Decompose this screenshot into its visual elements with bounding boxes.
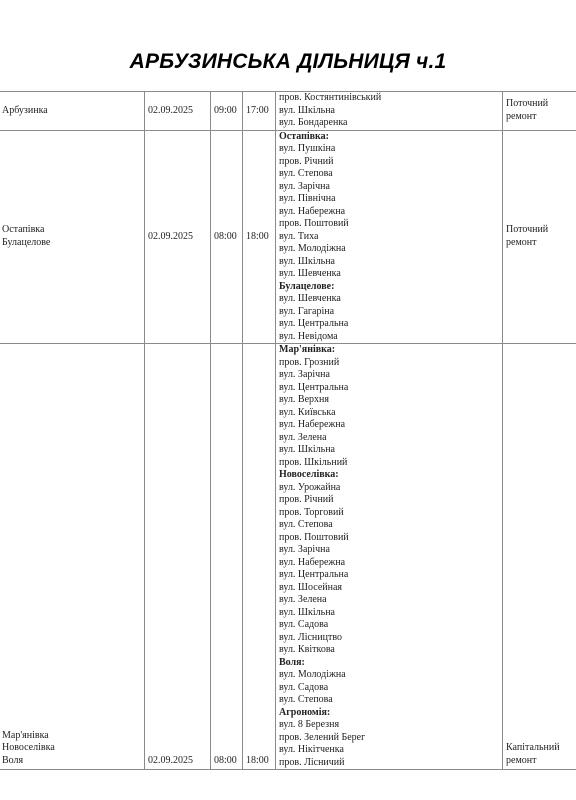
street-item: пров. Торговий (279, 506, 344, 518)
settlement-name: Новоселівка (2, 742, 55, 753)
street-item: вул. Лісництво (279, 631, 343, 643)
streets-cell (276, 92, 503, 131)
street-item: вул. 8 Березня (279, 719, 340, 730)
settlement-heading: Булацелове: (279, 280, 335, 292)
work-type-cell (503, 92, 576, 131)
work-type-line: Поточний (506, 98, 549, 110)
location-cell (0, 344, 145, 770)
street-item: пров. Шкільний (279, 456, 348, 468)
settlement-heading: Остапівка: (279, 130, 329, 142)
date-cell: 02.09.2025 (145, 92, 211, 131)
work-type-line: ремонт (506, 236, 537, 248)
settlement-name: Булацелове (2, 236, 51, 248)
street-item: вул. Центральна (279, 318, 349, 329)
date-cell: 02.09.2025 (145, 130, 211, 344)
street-item: пров. Лісничий (279, 756, 345, 768)
street-item: вул. Невідома (279, 330, 338, 342)
work-type-line: Капітальний (506, 742, 560, 753)
street-item: вул. Квіткова (279, 644, 335, 655)
settlement-heading: Новоселівка: (279, 469, 339, 480)
page-title: АРБУЗИНСЬКА ДІЛЬНИЦЯ ч.1 (129, 50, 447, 73)
street-item: пров. Річний (279, 494, 334, 505)
street-item: вул. Зарічна (279, 180, 330, 192)
work-type-line: ремонт (506, 110, 537, 122)
streets-cell (276, 130, 503, 344)
time-to-cell: 17:00 (243, 92, 276, 131)
street-item: вул. Шосейная (279, 581, 343, 593)
street-item: пров. Поштовий (279, 218, 349, 229)
streets-cell (276, 344, 503, 770)
street-item: пров. Річний (279, 155, 334, 167)
work-type-line: ремонт (506, 754, 537, 766)
street-item: вул. Степова (279, 168, 333, 179)
street-item: вул. Степова (279, 519, 333, 530)
location-cell (0, 130, 145, 344)
time-from-cell: 09:00 (211, 92, 243, 131)
settlement-name: Воля (2, 754, 24, 766)
street-item: вул. Зелена (279, 594, 327, 605)
street-item: вул. Набережна (279, 205, 346, 217)
time-to-cell: 18:00 (243, 344, 276, 770)
street-item: вул. Молодіжна (279, 669, 346, 680)
street-item: вул. Садова (279, 619, 329, 630)
street-item: вул. Шкільна (279, 255, 335, 267)
street-item: вул. Набережна (279, 419, 346, 430)
street-item: вул. Бондаренка (279, 117, 348, 128)
settlement-name: Остапівка (2, 224, 45, 236)
table-row (0, 92, 576, 131)
street-item: вул. Нікітченка (279, 744, 344, 755)
table-row (0, 130, 576, 344)
outage-schedule-table (0, 91, 576, 770)
street-item: вул. Тиха (279, 230, 319, 242)
street-item: вул. Садова (279, 681, 329, 693)
settlement-heading: Агрономія: (279, 706, 331, 718)
street-item: пров. Костянтинівський (279, 92, 382, 103)
street-item: вул. Пушкіна (279, 143, 336, 154)
street-item: вул. Шевченка (279, 268, 341, 279)
street-item: вул. Північна (279, 193, 336, 204)
work-type-line: Поточний (506, 224, 549, 236)
street-item: вул. Шкільна (279, 606, 335, 618)
street-item: вул. Центральна (279, 381, 349, 393)
settlement-heading: Мар'янівка: (279, 344, 336, 355)
time-from-cell: 08:00 (211, 130, 243, 344)
table-row (0, 344, 576, 770)
street-item: вул. Шкільна (279, 104, 335, 116)
street-item: вул. Зарічна (279, 544, 330, 555)
street-item: пров. Грозний (279, 356, 340, 368)
settlement-name: Арбузинка (2, 104, 48, 116)
street-item: вул. Шкільна (279, 444, 335, 455)
date-cell: 02.09.2025 (145, 344, 211, 770)
settlement-name: Мар'янівка (2, 729, 49, 741)
street-item: вул. Гагаріна (279, 305, 335, 317)
street-item: вул. Київська (279, 406, 336, 418)
street-item: вул. Набережна (279, 556, 346, 568)
street-item: вул. Молодіжна (279, 243, 346, 254)
street-item: вул. Степова (279, 694, 333, 705)
street-item: вул. Центральна (279, 569, 349, 580)
time-from-cell: 08:00 (211, 344, 243, 770)
street-item: вул. Зелена (279, 431, 327, 443)
street-item: вул. Шевченка (279, 293, 341, 304)
time-to-cell: 18:00 (243, 130, 276, 344)
location-cell (0, 92, 145, 131)
settlement-heading: Воля: (279, 656, 305, 668)
street-item: вул. Урожайна (279, 481, 341, 493)
street-item: вул. Верхня (279, 394, 329, 405)
street-item: вул. Зарічна (279, 369, 330, 380)
work-type-cell (503, 344, 576, 770)
work-type-cell (503, 130, 576, 344)
street-item: пров. Поштовий (279, 531, 349, 543)
street-item: пров. Зелений Берег (279, 731, 366, 743)
